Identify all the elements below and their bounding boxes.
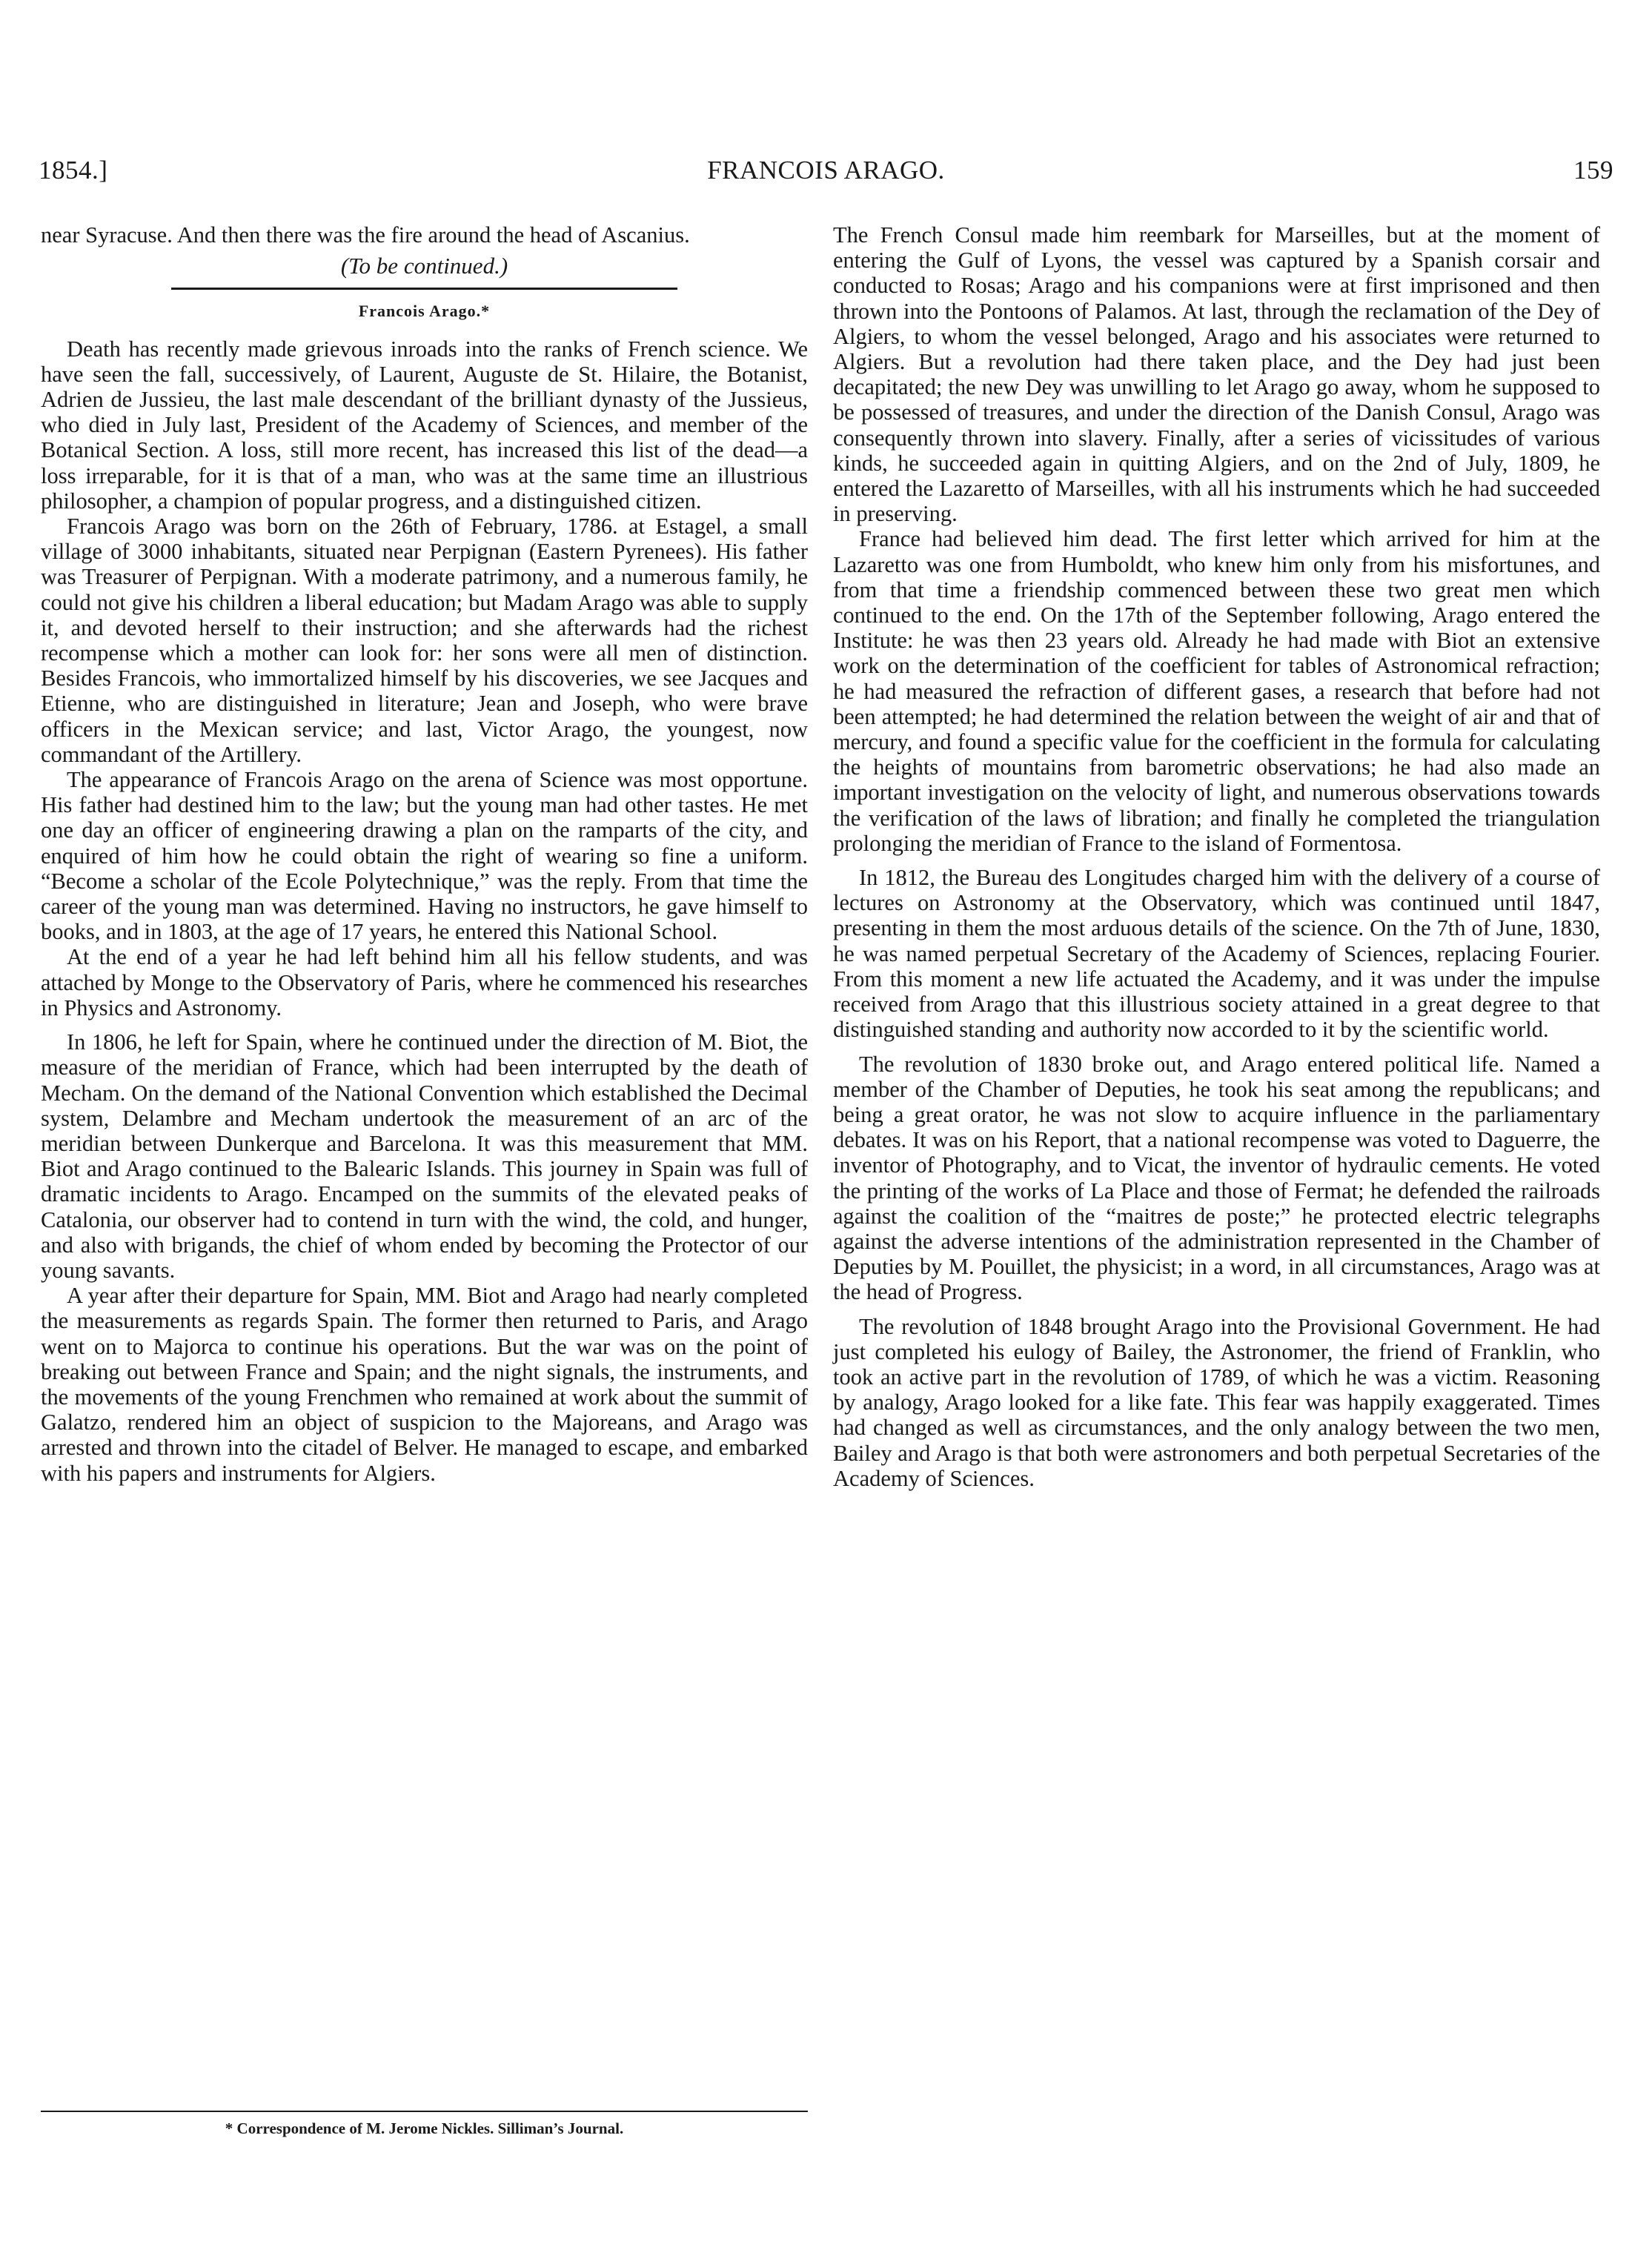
paragraph: France had believed him dead. The first letter which arrived for him at the Lazaretto was one from Humboldt, who knew him only from his misfortunes, and from that time a friendship commenced between these two great men which continued to the end. On the 17th of the September following, Arago entered the Institute: he was then 23 years old. Already he had made with Biot an extensive work on the determination of the coefficient for tables of Astronomical refraction; he had measured the refraction of different gases, a research that before had not been attempted; he had determined the relation between the weight of air and that of mercury, and found a specific value for the coefficient in the formula for calculating the heights of mountains from barometric observations; he had also made an important investigation on the velocity of light, and numerous observations towards the verification of the laws of libration; and finally he completed the triangulation prolonging the meridian of France to the island of Formentosa.	[833, 526, 1600, 856]
paragraph: A year after their departure for Spain, MM. Biot and Arago had nearly completed the measurements as regards Spain. The former then returned to Paris, and Arago went on to Majorca to continue his operations. But the war was on the point of breaking out between France and Spain; and the night signals, the instruments, and the movements of the young Frenchmen who remained at work about the summit of Galatzo, rendered him an object of suspicion to the Majoreans, and Arago was arrested and thrown into the citadel of Belver. He managed to escape, and embarked with his papers and instruments for Algiers.	[41, 1283, 808, 1486]
paragraph: In 1806, he left for Spain, where he continued under the direction of M. Biot, the measure of the meridian of France, which had been interrupted by the death of Mecham. On the demand of the National Convention which established the Decimal system, Delambre and Mecham undertook the measurement of an arc of the meridian between Dunkerque and Barcelona. It was this measurement that MM. Biot and Arago continued to the Balearic Islands. This journey in Spain was full of dramatic incidents to Arago. Encamped on the summits of the elevated peaks of Catalonia, our observer had to contend in turn with the wind, the cold, and hunger, and also with brigands, the chief of whom ended by becoming the Protector of our young savants.	[41, 1029, 808, 1283]
paragraph: Francois Arago was born on the 26th of February, 1786. at Estagel, a small village of 3000 inhabitants, situated near Perpignan (Eastern Pyrenees). His father was Treasurer of Perpignan. With a moderate patrimony, and a numerous family, he could not give his children a liberal education; but Madam Arago was able to supply it, and devoted herself to their instruction; and she afterwards had the richest recompense which a mother can look for: her sons were all men of distinction. Besides Francois, who immortalized himself by his discoveries, we see Jacques and Etienne, who are distinguished in literature; Jean and Joseph, who were brave officers in the Mexican service; and last, Victor Arago, the youngest, now commandant of the Artillery.	[41, 514, 808, 767]
paragraph: In 1812, the Bureau des Longitudes charged him with the delivery of a course of lectures on Astronomy at the Observatory, which was continued until 1847, presenting in them the most arduous details of the science. On the 7th of June, 1830, he was named perpetual Secretary of the Academy of Sciences, replacing Fourier. From this moment a new life actuated the Academy, and it was under the impulse received from Arago that this illustrious society attained in a great degree to that distinguished standing and authority now accorded to it by the scientific world.	[833, 865, 1600, 1043]
footnote-divider	[41, 2111, 808, 2112]
right-column	[833, 222, 1600, 1491]
running-header	[39, 156, 1613, 200]
article-heading: Francois Arago.*	[358, 302, 491, 321]
paragraph: The revolution of 1848 brought Arago into the Provisional Government. He had just completed his eulogy of Bailey, the Astronomer, the friend of Franklin, who took an active part in the revolution of 1789, of which he was a victim. Reasoning by analogy, Arago looked for a like fate. This fear was happily exaggerated. Times had changed as well as circumstances, and the only analogy between the two men, Bailey and Arago is that both were astronomers and both perpetual Secretaries of the Academy of Sciences.	[833, 1313, 1600, 1491]
continued-text: near Syracuse. And then there was the fire around the head of Ascanius.	[41, 222, 690, 248]
to-be-continued-note: (To be continued.)	[340, 253, 508, 279]
paragraph: The French Consul made him reembark for Marseilles, but at the moment of entering the Gulf of Lyons, the vessel was captured by a Spanish corsair and conducted to Rosas; Arago and his companions were at first imprisoned and then thrown into the Pontoons of Palamos. At last, through the reclamation of the Dey of Algiers, to whom the vessel belonged, Arago and his associates were returned to Algiers. But a revolution had there taken place, and the Dey had just been decapitated; the new Dey was unwilling to let Arago go away, whom he supposed to be possessed of treasures, and under the direction of the Danish Consul, Arago was consequently thrown into slavery. Finally, after a series of vicissitudes of various kinds, he succeeded again in quitting Algiers, and on the 2nd of July, 1809, he entered the Lazaretto of Marseilles, with all his instruments which he had succeeded in preserving.	[833, 222, 1600, 527]
left-column	[41, 222, 808, 1486]
paragraph: The revolution of 1830 broke out, and Arago entered political life. Named a member of the Chamber of Deputies, he took his seat among the republicans; and being a great orator, he was not slow to acquire influence in the parliamentary debates. It was on his Report, that a national recompense was voted to Daguerre, the inventor of Photography, and to Vicat, the inventor of hydraulic cements. He voted the printing of the works of La Place and those of Fermat; he defended the railroads against the coalition of the “maitres de poste;” he protected electric telegraphs against the adverse intentions of the administration represented in the Chamber of Deputies by M. Pouillet, the physicist; in a word, in all circumstances, Arago was at the head of Progress.	[833, 1051, 1600, 1305]
paragraph: The appearance of Francois Arago on the arena of Science was most opportune. His father had destined him to the law; but the young man had other tastes. He met one day an officer of engineering drawing a plan on the ramparts of the city, and enquired of him how he could obtain the right of wearing so fine a uniform. “Become a scholar of the Ecole Polytechnique,” was the reply. From that time the career of the young man was determined. Having no instructors, he gave himself to books, and in 1803, at the age of 17 years, he entered this National School.	[41, 767, 808, 945]
paragraph: Death has recently made grievous inroads into the ranks of French science. We have seen the fall, successively, of Laurent, Auguste de St. Hilaire, the Botanist, Adrien de Jussieu, the last male descendant of the brilliant dynasty of the Jussieus, who died in July last, President of the Academy of Sciences, and member of the Botanical Section. A loss, still more recent, has increased this list of the dead—a loss irreparable, for it is that of a man, who was at the same time an illustrious philosopher, a champion of popular progress, and a distinguished citizen.	[41, 336, 808, 514]
header-title: FRANCOIS ARAGO.	[707, 156, 945, 185]
section-divider	[171, 288, 677, 290]
paragraph: At the end of a year he had left behind him all his fellow students, and was attached by Monge to the Observatory of Paris, where he commenced his researches in Physics and Astronomy.	[41, 944, 808, 1020]
page-number: 159	[1573, 156, 1613, 185]
footnote: * Correspondence of M. Jerome Nickles. Silliman’s Journal.	[225, 2119, 624, 2137]
header-date: 1854.]	[39, 156, 108, 185]
